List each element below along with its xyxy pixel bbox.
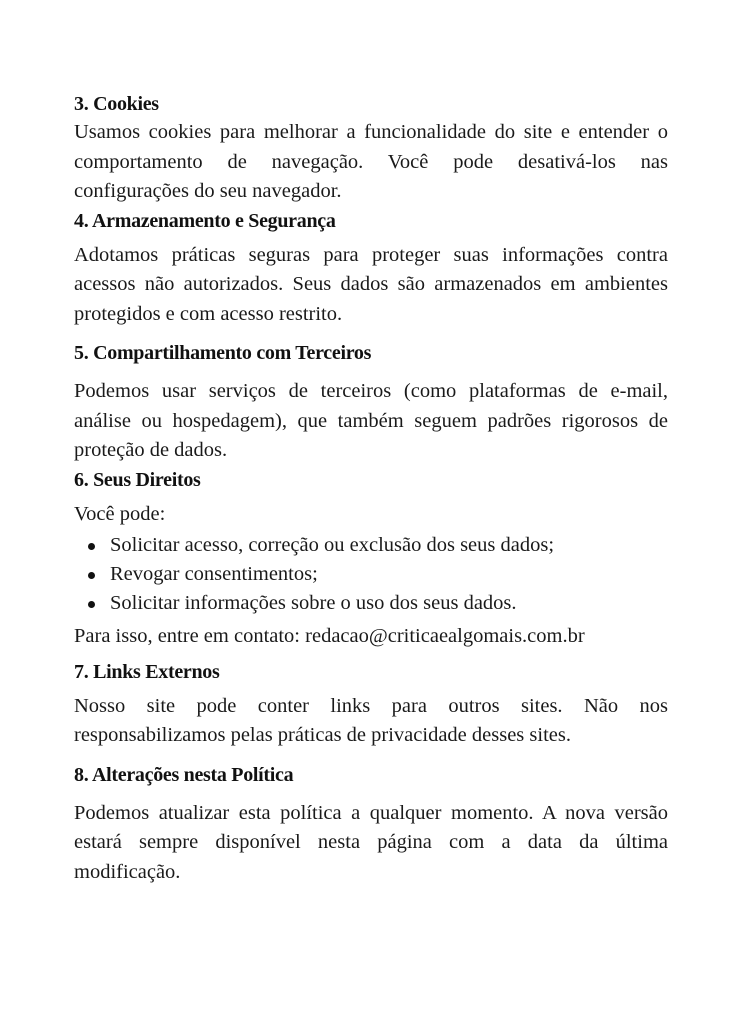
section-text-third-party-sharing: Podemos usar serviços de terceiros (como plataformas de e-mail, análise ou hospedagem), que também seguem padrões rigorosos de proteção de dados. bbox=[74, 380, 668, 461]
section-heading-policy-changes: 8. Alterações nesta Política bbox=[74, 763, 294, 786]
rights-list bbox=[74, 531, 668, 618]
bullet-icon bbox=[88, 601, 95, 608]
section-text-your-rights-intro: Você pode: bbox=[74, 502, 166, 525]
section-text-cookies: Usamos cookies para melhorar a funcionalidade do site e entender o comportamento de navegação. Você pode desativá-los nas configurações do seu navegador. bbox=[74, 121, 668, 202]
list-item-text: Revogar consentimentos; bbox=[110, 563, 318, 585]
bullet-icon bbox=[88, 543, 95, 550]
section-heading-third-party-sharing: 5. Compartilhamento com Terceiros bbox=[74, 342, 372, 364]
section-heading-storage-security: 4. Armazenamento e Segurança bbox=[74, 209, 336, 232]
section-heading-external-links: 7. Links Externos bbox=[74, 660, 220, 683]
list-item-text: Solicitar informações sobre o uso dos seus dados. bbox=[110, 592, 517, 614]
list-item bbox=[110, 560, 668, 589]
bullet-icon bbox=[88, 572, 95, 579]
contact-email-link[interactable]: redacao@criticaealgomais.com.br bbox=[305, 625, 585, 647]
contact-line bbox=[74, 622, 668, 652]
section-heading-cookies: 3. Cookies bbox=[74, 93, 159, 115]
list-item-text: Solicitar acesso, correção ou exclusão dos seus dados; bbox=[110, 534, 555, 556]
privacy-policy-document bbox=[74, 90, 668, 887]
list-item bbox=[110, 531, 668, 560]
contact-label: Para isso, entre em contato: bbox=[74, 625, 306, 647]
section-text-external-links: Nosso site pode conter links para outros sites. Não nos responsabilizamos pelas práticas de privacidade desses sites. bbox=[74, 694, 668, 746]
section-text-storage-security: Adotamos práticas seguras para proteger suas informações contra acessos não autorizados. Seus dados são armazenados em ambientes protegidos e com acesso restrito. bbox=[74, 243, 668, 325]
section-heading-your-rights: 6. Seus Direitos bbox=[74, 468, 201, 491]
list-item bbox=[110, 589, 668, 618]
section-text-policy-changes: Podemos atualizar esta política a qualquer momento. A nova versão estará sempre disponível nesta página com a data da última modificação. bbox=[74, 801, 668, 883]
